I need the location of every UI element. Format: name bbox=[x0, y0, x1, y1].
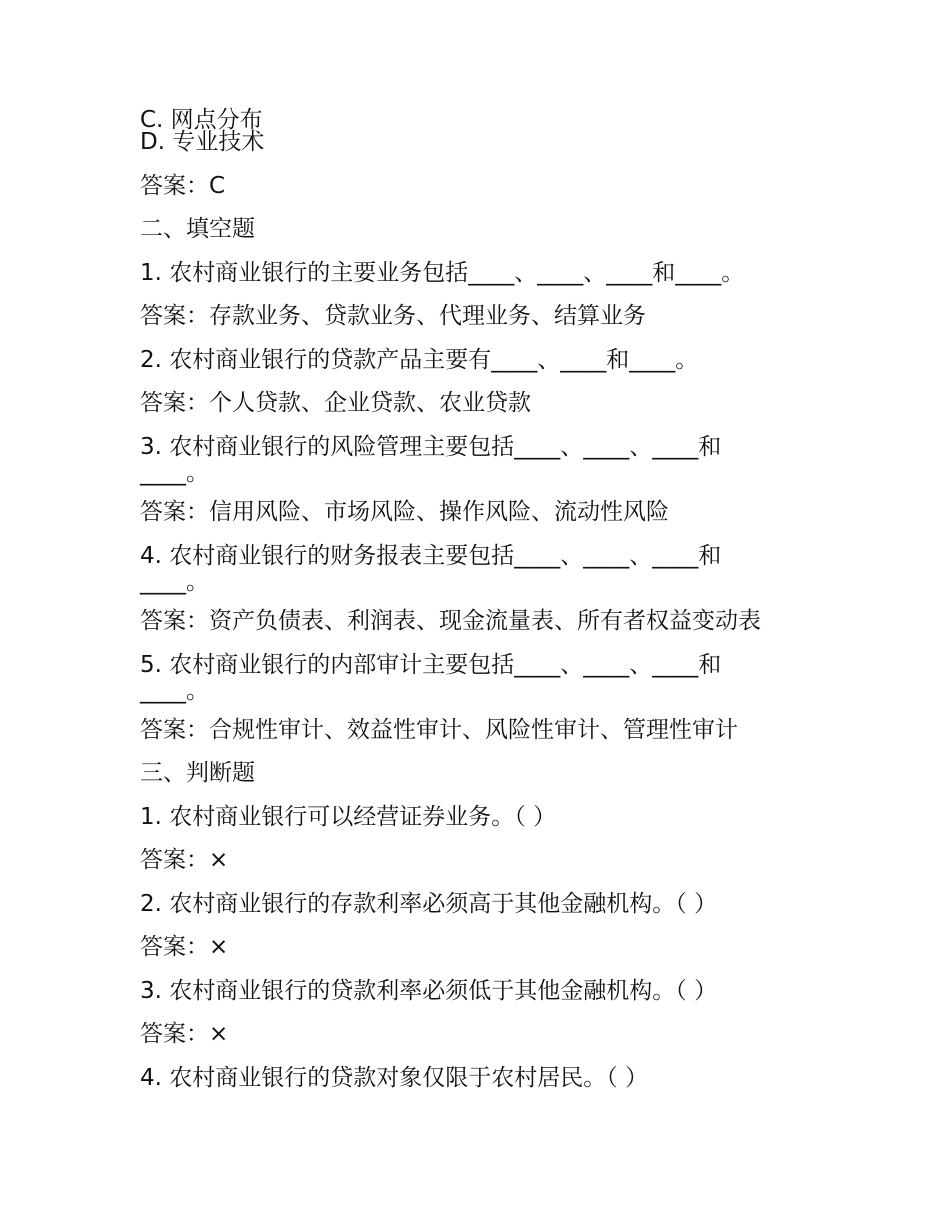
answer-line: 答案：× bbox=[140, 847, 229, 873]
option-c: C. 网点分布 bbox=[140, 107, 263, 133]
answer-line: 答案：× bbox=[140, 934, 229, 960]
option-d: D. 专业技术 bbox=[140, 129, 265, 155]
section-heading-fill-in: 二、填空题 bbox=[140, 216, 255, 242]
answer-line: 答案：× bbox=[140, 1021, 229, 1047]
answer-line: 答案：信用风险、市场风险、操作风险、流动性风险 bbox=[140, 499, 669, 525]
question-line: 1. 农村商业银行的主要业务包括____、____、____和____。 bbox=[140, 260, 745, 286]
question-line: 5. 农村商业银行的内部审计主要包括____、____、____和 bbox=[140, 652, 722, 678]
question-line-continued: ____。 bbox=[140, 569, 209, 595]
question-line-continued: ____。 bbox=[140, 460, 209, 486]
question-line: 2. 农村商业银行的贷款产品主要有____、____和____。 bbox=[140, 347, 699, 373]
question-line: 3. 农村商业银行的贷款利率必须低于其他金融机构。（ ） bbox=[140, 978, 718, 1004]
answer-line: 答案：存款业务、贷款业务、代理业务、结算业务 bbox=[140, 303, 646, 329]
question-line-continued: ____。 bbox=[140, 678, 209, 704]
question-line: 2. 农村商业银行的存款利率必须高于其他金融机构。（ ） bbox=[140, 891, 718, 917]
section-heading-true-false: 三、判断题 bbox=[140, 760, 255, 786]
question-line: 4. 农村商业银行的贷款对象仅限于农村居民。（ ） bbox=[140, 1065, 649, 1091]
answer-line: 答案：资产负债表、利润表、现金流量表、所有者权益变动表 bbox=[140, 608, 761, 634]
answer-line: 答案：个人贷款、企业贷款、农业贷款 bbox=[140, 390, 531, 416]
answer-line: 答案：C bbox=[140, 173, 226, 199]
question-line: 3. 农村商业银行的风险管理主要包括____、____、____和 bbox=[140, 434, 722, 460]
question-line: 1. 农村商业银行可以经营证券业务。（ ） bbox=[140, 804, 557, 830]
answer-line: 答案：合规性审计、效益性审计、风险性审计、管理性审计 bbox=[140, 717, 738, 743]
question-line: 4. 农村商业银行的财务报表主要包括____、____、____和 bbox=[140, 543, 722, 569]
